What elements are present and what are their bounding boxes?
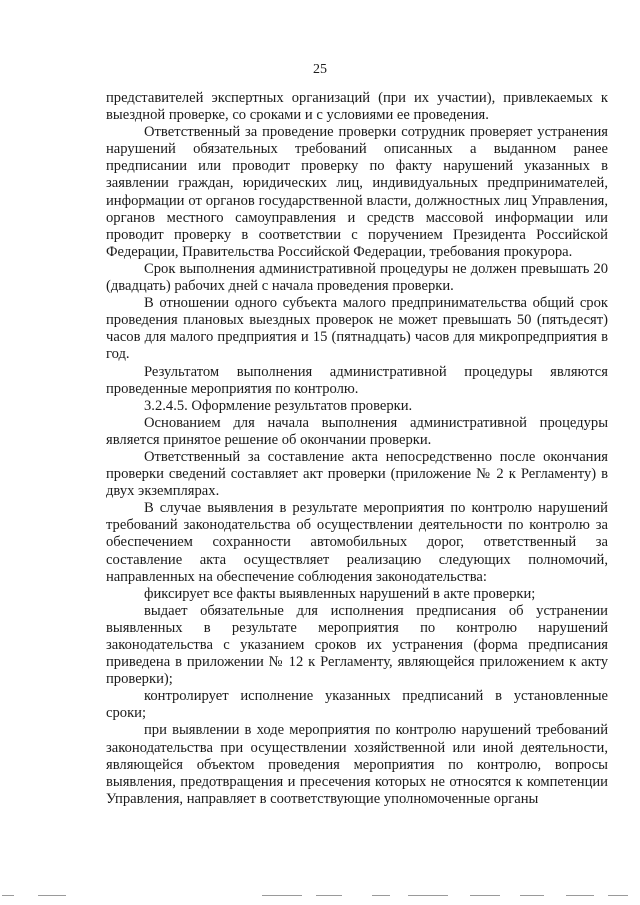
scan-edge-marks <box>0 895 640 899</box>
section-heading: 3.2.4.5. Оформление результатов проверки. <box>144 397 413 414</box>
paragraph: представителей экспертных организаций (при их участии), привлекаемых к выездной проверке, со сроками и с условиями ее проведения. <box>106 90 608 124</box>
page-number: 25 <box>313 62 327 77</box>
list-item: выдает обязательные для исполнения предписания об устранении выявленных в результате мероприятия по контролю нарушений законодательства с указанием сроков их устранения (форма предписания приведена в приложении № 12 к Регламенту, являющейся приложением к акту проверки); <box>106 602 608 688</box>
paragraph: В отношении одного субъекта малого предпринимательства общий срок проведения плановых выездных проверок не может превышать 50 (пятьдесят) часов для малого предприятия и 15 (пятнадцать) часов для микропредприятия в год. <box>106 295 608 363</box>
list-item: при выявлении в ходе мероприятия по контролю нарушений требований законодательства при осуществлении хозяйственной или иной деятельности, являющейся объектом проведения мероприятия по контролю, вопросы выявления, предотвращения и пресечения которых не относятся к компетенции Управления, направляет в соответствующие уполномоченные органы <box>106 722 608 807</box>
paragraph: Основанием для начала выполнения административной процедуры является принятое решение об окончании проверки. <box>106 414 608 448</box>
list-item: контролирует исполнение указанных предписаний в установленные сроки; <box>106 688 608 722</box>
paragraph: В случае выявления в результате мероприятия по контролю нарушений требований законодательства об осуществлении деятельности по контролю за обеспечением сохранности автомобильных дорог, ответственный за составление акта осуществляет реализацию следующих полномочий, направленных на обеспечение соблюдения законодательства: <box>106 500 608 585</box>
paragraph: Срок выполнения административной процедуры не должен превышать 20 (двадцать) рабочих дней с начала проведения проверки. <box>106 260 608 295</box>
list-item: фиксирует все факты выявленных нарушений в акте проверки; <box>144 585 536 602</box>
document-body <box>106 90 608 808</box>
paragraph: Ответственный за проведение проверки сотрудник проверяет устранения нарушений обязательных требований описанных а выданном ранее предписании или проводит проверку по факту нарушений указанных в заявлении граждан, юридических лиц, индивидуальных предпринимателей, информации от органов государственной власти, должностных лиц Управления, органов местного самоуправления и средств массовой информации или проводит проверку в соответствии с поручением Президента Российской Федерации, Правительства Российской Федерации, требования прокурора. <box>106 124 608 260</box>
paragraph: Ответственный за составление акта непосредственно после окончания проверки сведений составляет акт проверки (приложение № 2 к Регламенту) в двух экземплярах. <box>106 448 608 500</box>
paragraph: Результатом выполнения административной процедуры являются проведенные мероприятия по контролю. <box>106 363 608 397</box>
